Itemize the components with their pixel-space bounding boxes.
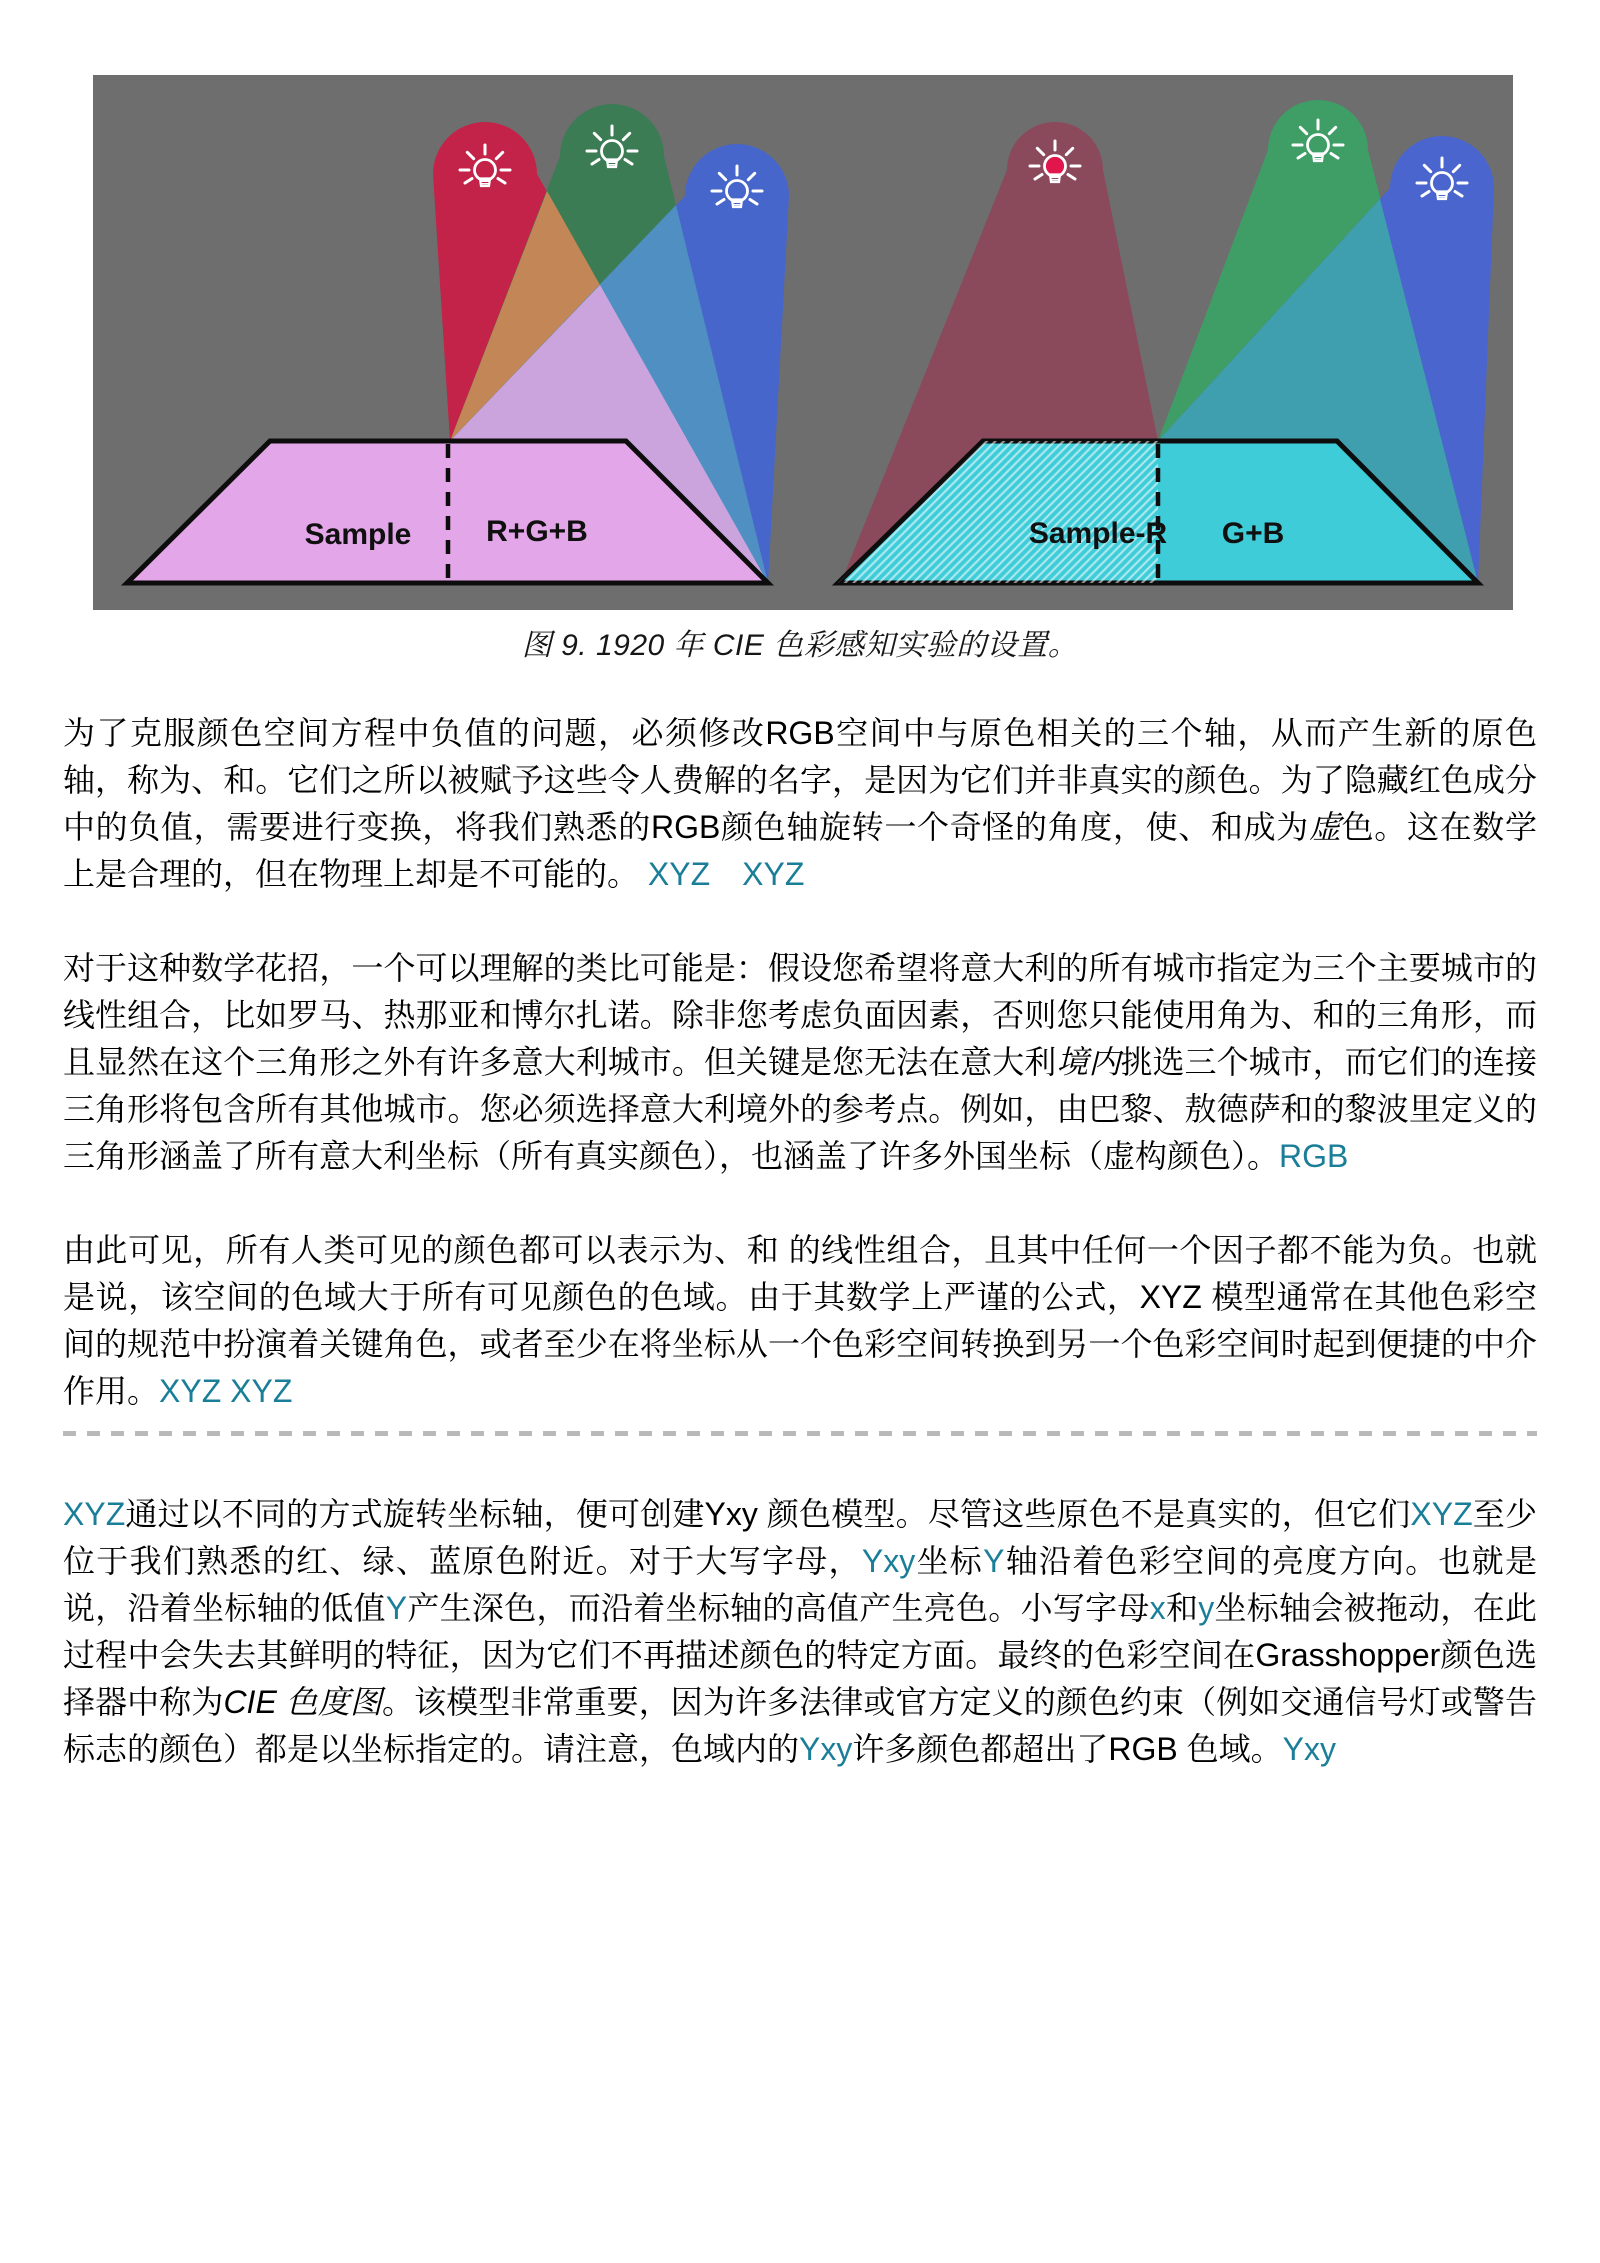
paragraph-2: 对于这种数学花招，一个可以理解的类比可能是：假设您希望将意大利的所有城市指定为三个主要城市的线性组合，比如罗马、热那亚和博尔扎诺。除非您考虑负面因素，否则您只能使用角为、和的三角形，而且显然在这个三角形之外有许多意大利城市。但关键是您无法在意大利境内挑选三个城市，而它们的连接三角形将包含所有其他城市。您必须选择意大利境外的参考点。例如，由巴黎、敖德萨和的黎波里定义的三角形涵盖了所有意大利坐标（所有真实颜色），也涵盖了许多外国坐标（虚构颜色）。RGB — [63, 950, 1537, 1174]
paragraph-3: 由此可见，所有人类可见的颜色都可以表示为、和 的线性组合，且其中任何一个因子都不能为负。也就是说，该空间的色域大于所有可见颜色的色域。由于其数学上严谨的公式，XYZ 模型通常在其他色彩空间的规范中扮演着关键角色，或者至少在将坐标从一个色彩空间转换到另一个色彩空间时起到便捷的中介作用。XYZ XYZ — [63, 1232, 1537, 1409]
left-sample-label: Sample — [304, 518, 412, 551]
figure-canvas — [93, 75, 1513, 610]
section-divider — [63, 1431, 1537, 1436]
paragraph-4: XYZ通过以不同的方式旋转坐标轴，便可创建Yxy 颜色模型。尽管这些原色不是真实的，但它们XYZ至少位于我们熟悉的红、绿、蓝原色附近。对于大写字母，Yxy坐标Y轴沿着色彩空间的亮度方向。也就是说，沿着坐标轴的低值Y产生深色，而沿着坐标轴的高值产生亮色。小写字母x和y坐标轴会被拖动，在此过程中会失去其鲜明的特征，因为它们不再描述颜色的特定方面。最终的色彩空间在Grasshopper颜色选择器中称为CIE 色度图。该模型非常重要，因为许多法律或官方定义的颜色约束（例如交通信号灯或警告标志的颜色）都是以坐标指定的。请注意，色域内的Yxy许多颜色都超出了RGB 色域。Yxy — [63, 1496, 1537, 1767]
cie-experiment-figure — [93, 75, 1513, 610]
paragraph-1: 为了克服颜色空间方程中负值的问题，必须修改RGB空间中与原色相关的三个轴，从而产生新的原色轴，称为、和。它们之所以被赋予这些令人费解的名字，是因为它们并非真实的颜色。为了隐藏红色成分中的负值，需要进行变换，将我们熟悉的RGB颜色轴旋转一个奇怪的角度，使、和成为虚色。这在数学上是合理的，但在物理上却是不可能的。 XYZ XYZ — [63, 715, 1537, 892]
figure-caption: 图 9. 1920 年 CIE 色彩感知实验的设置。 — [521, 629, 1079, 662]
right-mix-label: G+B — [1221, 517, 1285, 550]
left-mix-label: R+G+B — [486, 515, 588, 548]
article-body — [63, 710, 1537, 1820]
right-sample-label: Sample-R — [1028, 517, 1168, 550]
